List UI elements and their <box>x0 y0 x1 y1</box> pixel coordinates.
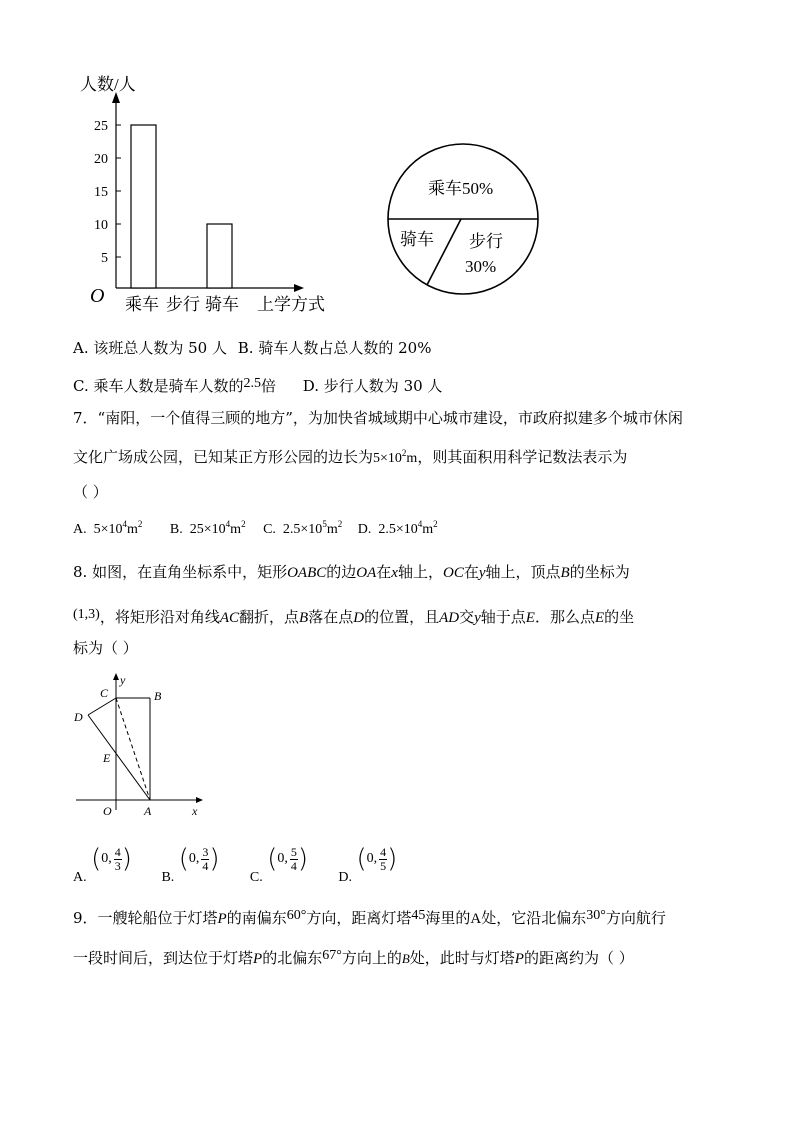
q8-line3: 标为（ ） <box>73 639 138 657</box>
fig-label-x: x <box>192 804 198 818</box>
x-axis-arrow <box>294 284 304 292</box>
q8-option-c-label: C. <box>249 870 263 885</box>
q6-option-c-suffix: 倍 <box>260 377 276 395</box>
q8-text: 轴上， <box>397 563 443 581</box>
q8-zero: 0, <box>277 851 288 866</box>
bar-chart <box>70 70 350 330</box>
q9-line2 <box>73 946 634 969</box>
q9-text: 一段时间后，到达位于灯塔 <box>73 949 254 967</box>
q7-option-d-label: D. <box>357 522 372 537</box>
frac-den: 5 <box>380 858 387 873</box>
x-axis-label: 上学方式 <box>257 295 325 314</box>
q8-text: 的位置，且 <box>364 608 440 626</box>
q8-var: AD <box>439 610 460 626</box>
fig-diagonal-ac <box>116 698 150 800</box>
q7-option-b-unit-exp: 2 <box>241 519 246 529</box>
q9-text: 方向上的 <box>341 949 402 967</box>
q8-text: 轴上，顶点 <box>485 563 561 581</box>
fig-x-axis-arrow <box>196 797 203 803</box>
q7-answer-blank: （ ） <box>73 483 108 501</box>
q8-var: x <box>391 565 398 581</box>
q8-var: AC <box>219 610 240 626</box>
q7-line2 <box>73 447 627 469</box>
y-tick-label: 5 <box>101 251 108 266</box>
q7-option-d-exp: 4 <box>417 519 423 529</box>
q8-var: OC <box>442 565 464 581</box>
q7-line1: 7．“南阳，一个值得三顾的地方”，为加快省城域期中心城市建设，市政府拟建多个城市休闲 <box>73 409 683 427</box>
q7-option-b-base: 25×10 <box>189 522 226 537</box>
q8-var: E <box>594 610 605 626</box>
q8-coord: (1,3) <box>73 607 100 622</box>
frac-num: 4 <box>114 844 121 859</box>
q8-option-d-value: ( 0, $\frac{4}{5}$ ) <box>356 844 398 874</box>
q8-var: y <box>478 565 486 581</box>
q9-text: 的距离约为（ ） <box>523 949 634 967</box>
q8-option-a[interactable] <box>73 844 157 886</box>
q9-text: 海里的 <box>425 909 471 927</box>
q8-option-b-value: ( 0, $\frac{3}{4}$ ) <box>178 844 220 874</box>
fig-label-d: D <box>74 710 83 724</box>
fig-label-o: O <box>103 804 112 818</box>
q8-line2 <box>73 605 634 628</box>
q7-option-a-exp: 4 <box>122 519 128 529</box>
q9-text: 方向航行 <box>605 909 666 927</box>
q7-side-base: 5×10 <box>373 451 402 466</box>
q8-text: 在 <box>376 563 392 581</box>
q9-var: P <box>514 951 524 967</box>
bar-qiche <box>207 224 232 288</box>
fig-label-c: C <box>100 686 109 700</box>
y-tick-label: 10 <box>94 218 108 233</box>
q9-angle: 30° <box>586 908 606 923</box>
q9-point: A <box>470 911 482 927</box>
q7-option-c-base: 2.5×10 <box>282 522 323 537</box>
q8-text: 的坐 <box>604 608 635 626</box>
q7-option-c-unit-exp: 2 <box>337 519 343 529</box>
q9-angle: 60° <box>286 908 307 923</box>
q6-option-c-text: C. 乘车人数是骑车人数的 <box>73 377 244 395</box>
q8-text: ，将矩形沿对角线 <box>99 608 220 626</box>
q7-option-c[interactable] <box>263 519 343 537</box>
frac-num: 5 <box>290 844 297 859</box>
q9-var: P <box>253 951 263 967</box>
q7-side-length <box>373 448 418 466</box>
q7-option-d[interactable] <box>357 519 438 537</box>
q6-options-row1 <box>73 338 431 358</box>
q7-option-c-exp: 5 <box>322 519 327 529</box>
fig-cd <box>88 698 116 715</box>
q8-text: 8. 如图，在直角坐标系中，矩形 <box>73 563 288 581</box>
q7-option-b-label: B. <box>169 522 183 537</box>
q8-text: 翻折，点 <box>239 608 300 626</box>
q9-var: P <box>217 911 227 927</box>
fig-label-y: y <box>120 673 126 687</box>
q7-option-d-unit-exp: 2 <box>433 519 438 529</box>
q7-option-d-unit: m <box>422 522 434 537</box>
origin-label: O <box>90 285 105 307</box>
frac-den: 4 <box>202 858 209 873</box>
q8-figure <box>68 670 218 820</box>
q9-var: B <box>401 951 410 966</box>
q8-options <box>73 844 422 886</box>
frac-den: 3 <box>114 858 121 873</box>
q6-option-c[interactable] <box>73 377 281 395</box>
pie-label-buxing: 步行 <box>469 232 503 251</box>
q7-side-unit: m <box>406 451 418 466</box>
q6-option-c-value: 2.5 <box>243 376 261 391</box>
q7-line2-suffix: ，则其面积用科学记数法表示为 <box>417 448 628 466</box>
q8-var: E <box>525 610 535 626</box>
q8-var: OABC <box>287 565 327 581</box>
bar-chengche <box>131 125 156 288</box>
q8-text: 轴于点 <box>480 608 526 626</box>
q8-var: y <box>474 610 481 626</box>
q6-option-a[interactable]: A. 该班总人数为 50 人 <box>73 339 227 357</box>
q8-var: D <box>353 610 365 626</box>
q6-option-b[interactable]: B. 骑车人数占总人数的 20% <box>237 339 432 357</box>
q8-option-b-fraction <box>201 846 209 873</box>
q8-text: 的坐标为 <box>569 563 630 581</box>
q8-option-d-fraction <box>379 846 387 873</box>
q8-option-c[interactable] <box>250 844 334 886</box>
q7-option-a-label: A. <box>73 522 87 537</box>
fig-label-b: B <box>154 689 162 703</box>
q8-var: B <box>560 565 570 581</box>
q8-text: ．那么点 <box>534 608 595 626</box>
q9-text: 处，它沿北偏东 <box>481 909 587 927</box>
pie-chart <box>380 140 550 305</box>
y-axis-label: 人数/人 <box>80 75 136 94</box>
pie-label-qiche: 骑车 <box>400 230 434 249</box>
q7-option-a-unit: m <box>127 522 138 537</box>
q9-distance: 45 <box>411 908 426 923</box>
q7-option-c-unit: m <box>326 522 338 537</box>
q8-text: 交 <box>459 608 475 626</box>
q8-option-a-value: ( 0, $\frac{4}{3}$ ) <box>91 844 132 874</box>
fig-label-e: E <box>103 751 111 765</box>
q7-option-b-unit: m <box>230 522 242 537</box>
x-category-label: 乘车 <box>125 295 159 314</box>
q8-zero: 0, <box>101 851 112 866</box>
q8-text: 的边 <box>326 563 357 581</box>
q6-options-row2 <box>73 374 442 396</box>
q9-text: 方向，距离灯塔 <box>306 909 412 927</box>
q7-option-a-unit-exp: 2 <box>137 519 143 529</box>
q9-angle: 67° <box>322 948 342 963</box>
frac-num: 4 <box>380 844 387 859</box>
q7-option-b-exp: 4 <box>225 519 231 529</box>
y-tick-label: 25 <box>94 119 108 134</box>
y-ticks <box>116 125 121 257</box>
q8-var: OA <box>356 565 377 581</box>
q8-option-c-value: ( 0, $\frac{5}{4}$ ) <box>267 844 309 874</box>
pie-label-buxing-pct: 30% <box>465 257 497 276</box>
q7-option-d-base: 2.5×10 <box>378 522 418 537</box>
fig-da <box>88 715 150 800</box>
fig-label-a: A <box>144 804 152 818</box>
q8-var: B <box>299 610 309 626</box>
q7-option-b[interactable] <box>169 519 246 537</box>
frac-den: 4 <box>290 858 297 873</box>
q8-text: 落在点 <box>308 608 354 626</box>
q8-option-a-label: A. <box>73 870 87 885</box>
q8-option-b[interactable] <box>161 844 245 886</box>
y-tick-label: 15 <box>94 185 108 200</box>
q9-text: 9．一艘轮船位于灯塔 <box>73 909 218 927</box>
q9-text: 的北偏东 <box>262 949 323 967</box>
y-tick-label: 20 <box>94 152 108 167</box>
q6-option-d[interactable]: D. 步行人数为 30 人 <box>302 377 443 395</box>
q9-text: 的南偏东 <box>226 909 287 927</box>
q7-side-exp: 2 <box>401 448 407 458</box>
x-category-label: 步行 <box>166 295 200 314</box>
x-category-label: 骑车 <box>205 295 239 314</box>
q7-line2-text: 文化广场成公园，已知某正方形公园的边长为 <box>73 448 374 466</box>
q8-zero: 0, <box>366 851 378 866</box>
q9-text: 处，此时与灯塔 <box>409 949 515 967</box>
q8-text: 在 <box>463 563 479 581</box>
fig-y-axis-arrow <box>113 673 119 680</box>
q9-line1 <box>73 906 666 929</box>
q7-option-a-base: 5×10 <box>93 522 123 537</box>
q8-option-d[interactable] <box>338 844 422 886</box>
q8-line1 <box>73 562 630 583</box>
q8-option-c-fraction <box>290 846 298 873</box>
q8-option-d-label: D. <box>338 870 352 885</box>
q8-option-b-label: B. <box>161 870 175 885</box>
pie-label-chengche: 乘车50% <box>428 179 494 198</box>
q7-option-a[interactable] <box>73 519 143 537</box>
q7-option-c-label: C. <box>263 522 276 537</box>
frac-num: 3 <box>202 844 209 859</box>
q8-zero: 0, <box>188 851 200 866</box>
q8-option-a-fraction <box>114 846 122 873</box>
q7-options <box>73 520 438 540</box>
